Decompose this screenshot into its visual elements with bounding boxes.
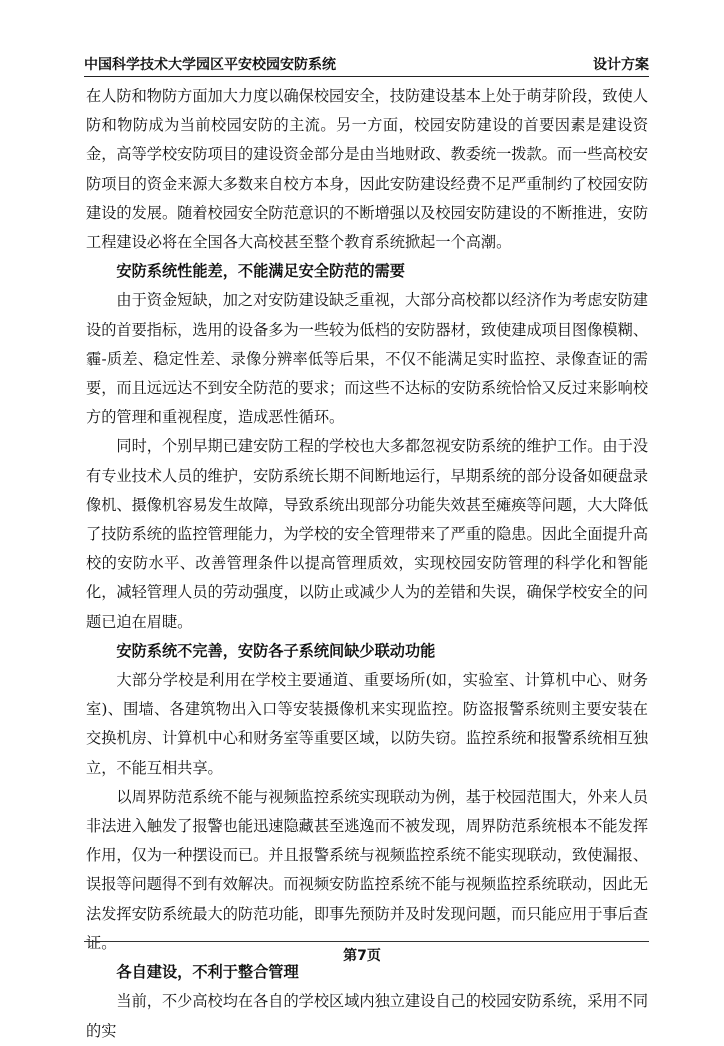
section-heading-1: 安防系统性能差，不能满足安全防范的需要: [116, 262, 405, 281]
header-divider: [84, 76, 649, 77]
footer-divider: [84, 941, 649, 942]
paragraph-2: 由于资金短缺，加之对安防建设缺乏重视，大部分高校都以经济作为考虑安防建设的首要指标，选用的设备多为一些较为低档的安防器材，致使建成项目图像模糊、霾-质差、稳定性差、录像分辨率低等后果，不仅不能满足实时监控、录像查证的需要，而且远远达不到安全防范的要求；而这些不达标的安防系统恰恰又反过来影响校方的管理和重视程度，造成恶性循环。: [86, 291, 648, 427]
section-heading-2: 安防系统不完善，安防各子系统间缺少联动功能: [116, 641, 436, 660]
page-number: 第7页: [343, 948, 381, 964]
section-heading-3: 各自建设，不利于整合管理: [116, 963, 299, 982]
paragraph-4: 大部分学校是利用在学校主要通道、重要场所(如，实验室、计算机中心、财务室)、围墙、各建筑物出入口等安装摄像机来实现监控。防盗报警系统则主要安装在交换机房、计算机中心和财务室等重要区域，以防失窃。监控系统和报警系统相互独立，不能互相共享。: [86, 671, 648, 777]
document-type: 设计方案: [593, 57, 649, 73]
paragraph-6: 当前，不少高校均在各自的学校区域内独立建设自己的校园安防系统，采用不同的实: [86, 992, 648, 1040]
page-header: [84, 52, 649, 74]
paragraph-5: 以周界防范系统不能与视频监控系统实现联动为例，基于校园范围大，外来人员非法进入触发了报警也能迅速隐藏甚至逃逸而不被发现，周界防范系统根本不能发挥作用，仅为一种摆设而已。并且报警系统与视频监控系统不能实现联动，致使漏报、误报等问题得不到有效解决。而视频安防监控系统不能与视频监控系统联动，因此无法发挥安防系统最大的防范功能，即事先预防并及时发现问题，而只能应用于事后查证。: [86, 787, 648, 952]
paragraph-3: 同时，个别早期已建安防工程的学校也大多都忽视安防系统的维护工作。由于没有专业技术人员的维护，安防系统长期不间断地运行，早期系统的部分设备如硬盘录像机、摄像机容易发生故障，导致系统出现部分功能失效甚至瘫痪等问题，大大降低了技防系统的监控管理能力，为学校的安全管理带来了严重的隐患。因此全面提升高校的安防水平、改善管理条件以提高管理质效，实现校园安防管理的科学化和智能化，减轻管理人员的劳动强度，以防止或减少人为的差错和失误，确保学校安全的问题已迫在眉睫。: [86, 437, 648, 631]
page-content: [86, 82, 648, 1046]
paragraph-1: 在人防和物防方面加大力度以确保校园安全，技防建设基本上处于萌芽阶段，致使人防和物防成为当前校园安防的主流。另一方面，校园安防建设的首要因素是建设资金，高等学校安防项目的建设资金部分是由当地财政、教委统一拨款。而一些高校安防项目的资金来源大多数来自校方本身，因此安防建设经费不足严重制约了校园安防建设的发展。随着校园安全防范意识的不断增强以及校园安防建设的不断推进，安防工程建设必将在全国各大高校甚至整个教育系统掀起一个高潮。: [86, 87, 648, 252]
document-title: 中国科学技术大学园区平安校园安防系统: [84, 57, 336, 73]
